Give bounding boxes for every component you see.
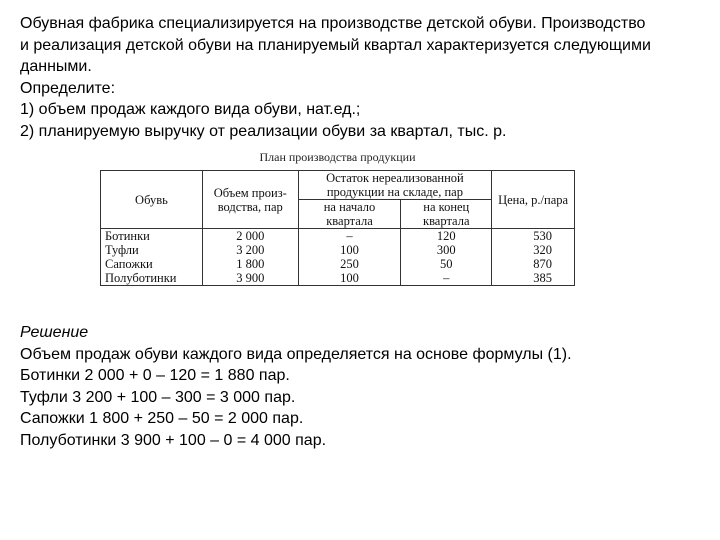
table-row bbox=[101, 257, 575, 271]
intro-line: и реализация детской обуви на планируемый квартал характеризуется следующими bbox=[20, 36, 651, 54]
cell-volume: 3 200 bbox=[202, 243, 298, 257]
cell-stock-start: 100 bbox=[298, 243, 401, 257]
cell-shoe: Туфли bbox=[101, 243, 203, 257]
cell-price: 870 bbox=[492, 257, 575, 271]
table-row bbox=[101, 243, 575, 257]
cell-shoe: Сапожки bbox=[101, 257, 203, 271]
solution-line: Ботинки 2 000 + 0 – 120 = 1 880 пар. bbox=[20, 367, 290, 384]
cell-stock-end: 120 bbox=[401, 229, 492, 244]
solution-line: Полуботинки 3 900 + 100 – 0 = 4 000 пар. bbox=[20, 431, 327, 449]
cell-stock-start: 250 bbox=[298, 257, 401, 271]
cell-stock-start: – bbox=[298, 229, 401, 244]
solution-heading: Решение bbox=[20, 324, 89, 341]
cell-shoe: Ботинки bbox=[101, 229, 203, 244]
header-volume: Объем произ- водства, пар bbox=[202, 171, 298, 229]
solution-line: Объем продаж обуви каждого вида определяется на основе формулы (1). bbox=[20, 345, 572, 363]
cell-volume: 2 000 bbox=[202, 229, 298, 244]
intro-line: данными. bbox=[20, 58, 92, 75]
solution-line: Сапожки 1 800 + 250 – 50 = 2 000 пар. bbox=[20, 410, 304, 427]
cell-stock-end: 300 bbox=[401, 243, 492, 257]
table-row bbox=[101, 229, 575, 244]
cell-stock-end: – bbox=[401, 271, 492, 286]
cell-price: 530 bbox=[492, 229, 575, 244]
cell-price: 320 bbox=[492, 243, 575, 257]
intro-line: Обувная фабрика специализируется на производстве детской обуви. Производство bbox=[20, 15, 646, 32]
cell-stock-end: 50 bbox=[401, 257, 492, 271]
header-shoe: Обувь bbox=[101, 171, 203, 229]
cell-volume: 3 900 bbox=[202, 271, 298, 286]
problem-statement bbox=[20, 13, 710, 142]
production-table bbox=[100, 170, 575, 286]
header-price: Цена, р./пара bbox=[492, 171, 575, 229]
header-stock: Остаток нереализованной продукции на складе, пар bbox=[298, 171, 492, 200]
cell-stock-start: 100 bbox=[298, 271, 401, 286]
solution-line: Туфли 3 200 + 100 – 300 = 3 000 пар. bbox=[20, 388, 296, 406]
task-heading: Определите: bbox=[20, 79, 116, 97]
header-stock-start: на начало квартала bbox=[298, 200, 401, 229]
header-stock-end: на конец квартала bbox=[401, 200, 492, 229]
table-title: План производства продукции bbox=[259, 150, 416, 164]
cell-price: 385 bbox=[492, 271, 575, 286]
cell-shoe: Полуботинки bbox=[101, 271, 203, 286]
task-item-1: 1) объем продаж каждого вида обуви, нат.ед.; bbox=[20, 101, 361, 118]
cell-volume: 1 800 bbox=[202, 257, 298, 271]
solution-section bbox=[20, 322, 710, 451]
task-item-2: 2) планируемую выручку от реализации обуви за квартал, тыс. р. bbox=[20, 122, 507, 140]
table-row bbox=[101, 271, 575, 286]
